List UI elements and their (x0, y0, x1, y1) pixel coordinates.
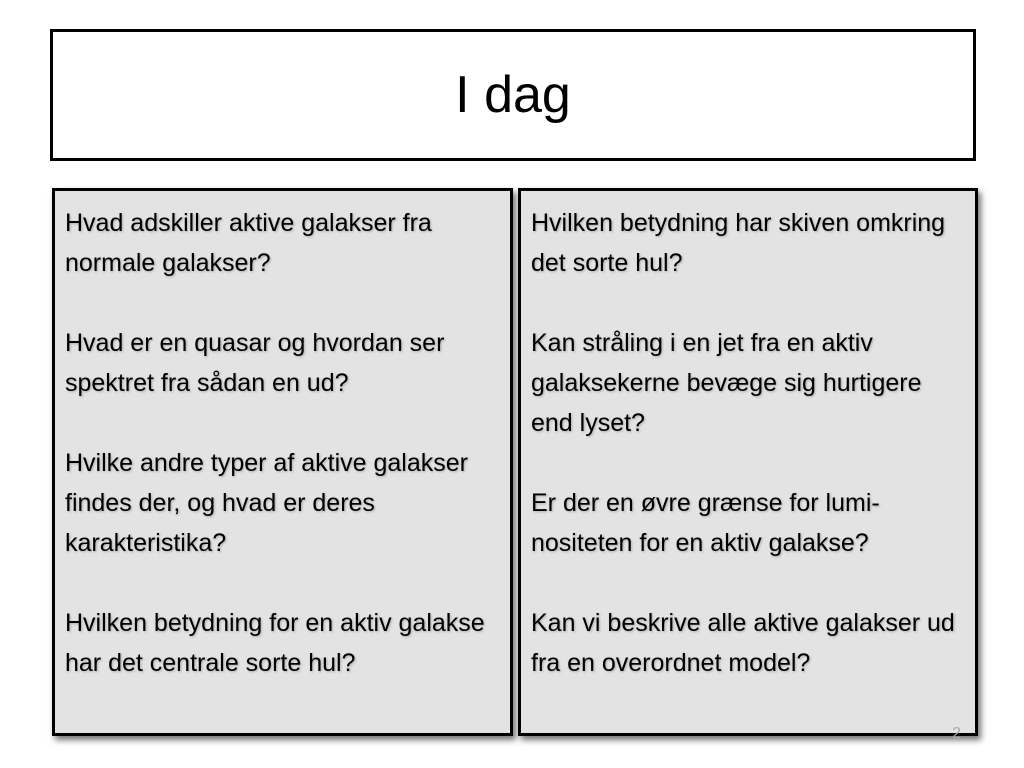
question-item: Hvad er en quasar og hvordan ser spektret fra sådan en ud? (65, 329, 445, 397)
left-question-panel (52, 188, 513, 736)
page-number: 2 (952, 725, 961, 742)
right-question-panel (518, 188, 978, 742)
slide-title: I dag (455, 66, 571, 124)
question-item: Hvad adskiller aktive galakser fra normale galakser? (65, 209, 432, 277)
question-item: Hvilken betydning for en aktiv galakse har det centrale sorte hul? (65, 609, 485, 677)
question-item: Kan stråling i en jet fra en aktiv galaksekerne bevæge sig hurtigere end lyset? (531, 329, 922, 437)
title-box (50, 29, 976, 161)
question-item: Kan vi beskrive alle aktive galakser ud fra en overordnet model? (531, 609, 955, 677)
question-item: Er der en øvre grænse for lumi-nositeten for en aktiv galakse? (531, 489, 880, 557)
question-item: Hvilken betydning har skiven omkring det sorte hul? (531, 209, 946, 277)
question-item: Hvilke andre typer af aktive galakser findes der, og hvad er deres karakteristika? (65, 449, 468, 557)
